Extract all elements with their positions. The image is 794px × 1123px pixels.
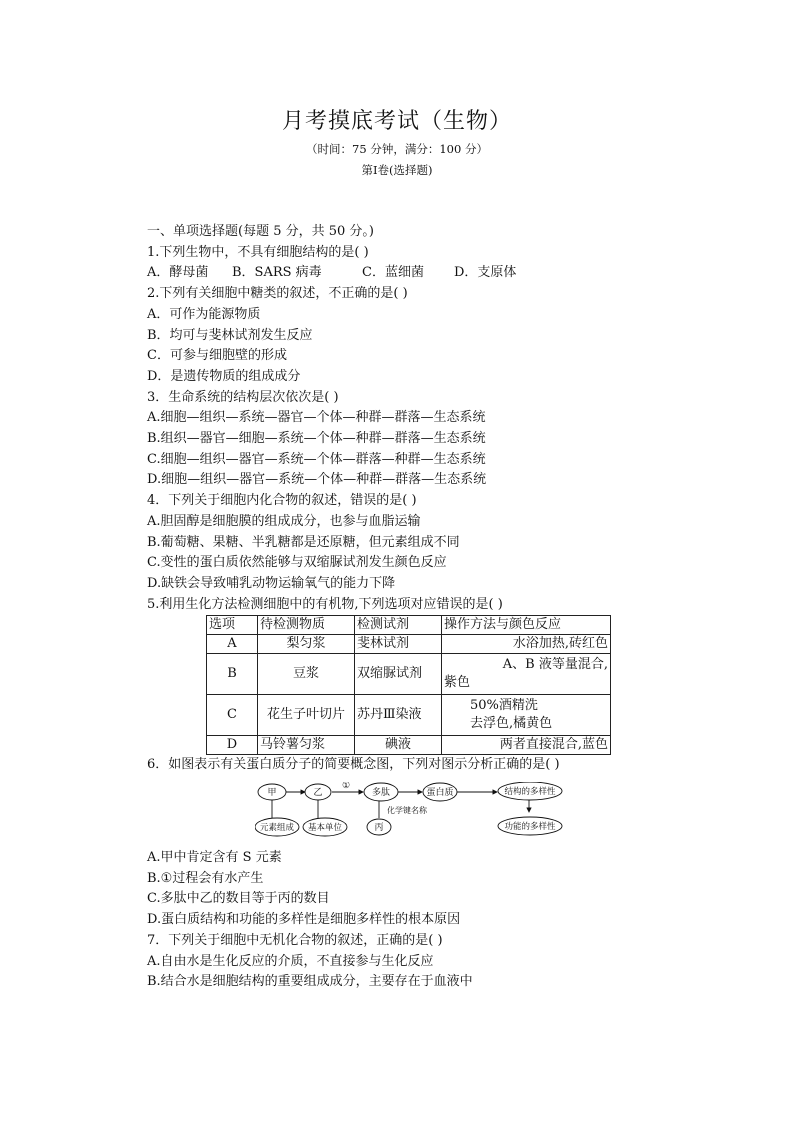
- exam-time-info: （时间：75 分钟，满分：100 分）: [306, 142, 488, 156]
- table-cell: 花生子叶切片: [258, 695, 355, 736]
- question-1-option-a: A．酵母菌: [147, 265, 209, 281]
- table-header-cell: 待检测物质: [258, 616, 355, 635]
- node-label: 功能的多样性: [504, 822, 556, 833]
- question-2-stem: 2.下列有关细胞中糖类的叙述，不正确的是( ): [147, 286, 408, 302]
- question-6-option-b: B.①过程会有水产生: [147, 870, 264, 886]
- question-6-option-c: C.多肽中乙的数目等于丙的数目: [147, 891, 330, 907]
- table-header-cell: 操作方法与颜色反应: [442, 616, 611, 635]
- table-row: [207, 635, 611, 654]
- bond-label: 化学键名称: [387, 806, 427, 816]
- question-2-option-d: D．是遗传物质的组成成分: [147, 368, 301, 384]
- table-cell: 豆浆: [258, 654, 355, 695]
- node-label: 结构的多样性: [504, 787, 556, 798]
- question-3-option-c: C.细胞—组织—器官—系统—个体—群落—种群—生态系统: [147, 451, 486, 467]
- node-label: 丙: [374, 823, 384, 834]
- table-header-cell: 检测试剂: [355, 616, 442, 635]
- table-row: [207, 654, 611, 695]
- table-cell-line: A、B 液等量混合,: [502, 657, 608, 673]
- question-2-option-a: A．可作为能源物质: [147, 306, 261, 322]
- table-cell: 两者直接混合,蓝色: [442, 736, 611, 755]
- question-2-option-c: C．可参与细胞壁的形成: [147, 348, 287, 364]
- question-5-stem: 5.利用生化方法检测细胞中的有机物,下列选项对应错误的是( ): [147, 596, 503, 612]
- table-cell: 马铃薯匀浆: [258, 736, 355, 755]
- table-header-cell: 选项: [207, 616, 258, 635]
- question-1-option-d: D．支原体: [454, 265, 517, 281]
- question-5-table: [206, 615, 611, 755]
- table-cell-line: 50%酒精洗: [470, 698, 538, 714]
- exam-volume-label: 第Ⅰ卷(选择题): [361, 163, 433, 177]
- question-1-option-b: B．SARS 病毒: [232, 265, 322, 281]
- table-row: [207, 736, 611, 755]
- table-cell: 水浴加热,砖红色: [442, 635, 611, 654]
- section-heading: 一、单项选择题(每题 5 分，共 50 分。): [147, 224, 374, 239]
- exam-content: [147, 222, 647, 993]
- table-cell: C: [207, 695, 258, 736]
- question-4-option-c: C.变性的蛋白质依然能够与双缩脲试剂发生颜色反应: [147, 555, 447, 571]
- question-6-option-d: D.蛋白质结构和功能的多样性是细胞多样性的根本原因: [147, 912, 461, 928]
- table-cell-line: 去浮色,橘黄色: [470, 716, 553, 732]
- question-6-option-a: A.甲中肯定含有 S 元素: [147, 850, 282, 866]
- table-cell: 碘液: [355, 736, 442, 755]
- table-cell: B: [207, 654, 258, 695]
- table-cell: [442, 695, 611, 736]
- table-cell: 梨匀浆: [258, 635, 355, 654]
- node-label: 乙: [313, 788, 323, 799]
- question-1-options: [147, 263, 647, 284]
- table-cell: [442, 654, 611, 695]
- table-cell: 斐林试剂: [355, 635, 442, 654]
- node-label: 多肽: [371, 788, 391, 799]
- table-cell: A: [207, 635, 258, 654]
- step-label: ①: [341, 782, 351, 792]
- question-6-stem: 6．如图表示有关蛋白质分子的简要概念图，下列对图示分析正确的是( ): [147, 757, 560, 773]
- node-label: 甲: [267, 788, 277, 799]
- question-3-option-d: D.细胞—组织—器官—系统—个体—种群—群落—生态系统: [147, 472, 487, 488]
- table-cell: 双缩脲试剂: [355, 654, 442, 695]
- table-header-row: [207, 616, 611, 635]
- table-row: [207, 695, 611, 736]
- question-3-stem: 3．生命系统的结构层次依次是( ): [147, 389, 339, 405]
- question-7-stem: 7．下列关于细胞中无机化合物的叙述，正确的是( ): [147, 932, 443, 948]
- question-4-option-b: B.葡萄糖、果糖、半乳糖都是还原糖，但元素组成不同: [147, 534, 460, 550]
- question-2-option-b: B．均可与斐林试剂发生反应: [147, 327, 313, 343]
- exam-title: 月考摸底考试（生物）: [281, 109, 512, 134]
- question-3-option-b: B.组织—器官—细胞—系统—个体—种群—群落—生态系统: [147, 431, 486, 447]
- node-label: 蛋白质: [426, 788, 454, 799]
- question-1-stem: 1.下列生物中，不具有细胞结构的是( ): [147, 244, 369, 260]
- node-label: 基本单位: [307, 823, 343, 834]
- question-4-stem: 4．下列关于细胞内化合物的叙述，错误的是( ): [147, 493, 417, 509]
- question-4-option-d: D.缺铁会导致哺乳动物运输氧气的能力下降: [147, 575, 396, 591]
- question-3-option-a: A.细胞—组织—系统—器官—个体—种群—群落—生态系统: [147, 410, 486, 426]
- question-1-option-c: C．蓝细菌: [362, 265, 424, 281]
- question-7-option-b: B.结合水是细胞结构的重要组成成分，主要存在于血液中: [147, 974, 473, 990]
- table-cell: D: [207, 736, 258, 755]
- protein-concept-diagram: [255, 782, 595, 842]
- question-7-option-a: A.自由水是生化反应的介质，不直接参与生化反应: [147, 953, 434, 969]
- node-label: 元素组成: [259, 823, 295, 834]
- question-4-option-a: A.胆固醇是细胞膜的组成成分，也参与血脂运输: [147, 513, 421, 529]
- table-cell-line: 紫色: [444, 675, 471, 691]
- table-cell: 苏丹Ⅲ染液: [355, 695, 442, 736]
